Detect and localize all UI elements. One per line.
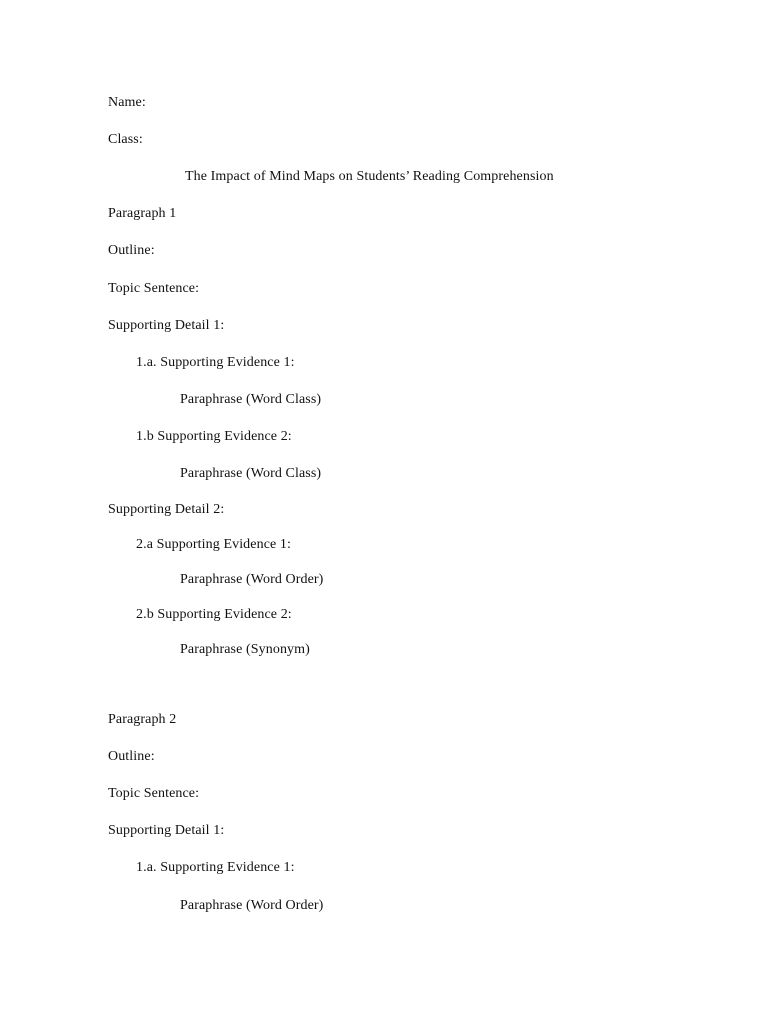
class-label: Class:: [108, 132, 143, 147]
paragraph-1-supporting-detail-2: Supporting Detail 2:: [108, 502, 225, 517]
paragraph-1-supporting-detail-1: Supporting Detail 1:: [108, 318, 225, 333]
name-label: Name:: [108, 95, 146, 110]
paragraph-1-evidence-2a: 2.a Supporting Evidence 1:: [136, 537, 292, 552]
paragraph-1-evidence-1b: 1.b Supporting Evidence 2:: [136, 429, 292, 444]
paragraph-1-evidence-1a: 1.a. Supporting Evidence 1:: [136, 355, 295, 370]
paragraph-2-outline-label: Outline:: [108, 749, 155, 764]
paragraph-2-paraphrase-1a: Paraphrase (Word Order): [180, 898, 324, 913]
paragraph-1-evidence-2b: 2.b Supporting Evidence 2:: [136, 607, 292, 622]
paragraph-1-heading: Paragraph 1: [108, 206, 177, 221]
paragraph-1-paraphrase-1a: Paraphrase (Word Class): [180, 392, 322, 407]
paragraph-1-paraphrase-2b: Paraphrase (Synonym): [180, 642, 310, 657]
paragraph-1-topic-sentence-label: Topic Sentence:: [108, 281, 200, 296]
document-title: The Impact of Mind Maps on Students’ Reading Comprehension: [185, 169, 554, 184]
paragraph-1-paraphrase-2a: Paraphrase (Word Order): [180, 572, 324, 587]
paragraph-2-supporting-detail-1: Supporting Detail 1:: [108, 823, 225, 838]
paragraph-2-heading: Paragraph 2: [108, 712, 177, 727]
paragraph-2-evidence-1a: 1.a. Supporting Evidence 1:: [136, 860, 295, 875]
paragraph-1-paraphrase-1b: Paraphrase (Word Class): [180, 466, 322, 481]
paragraph-2-topic-sentence-label: Topic Sentence:: [108, 786, 200, 801]
paragraph-1-outline-label: Outline:: [108, 243, 155, 258]
